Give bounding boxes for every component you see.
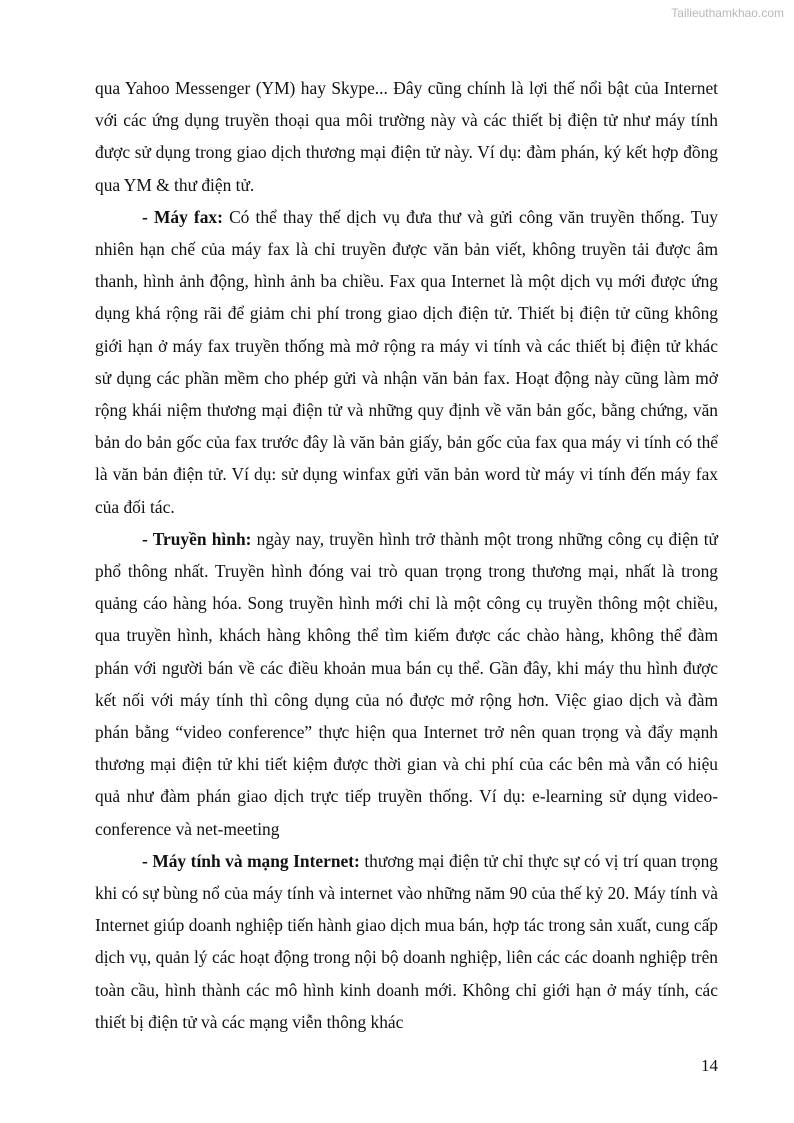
paragraph-lead: - Máy tính và mạng Internet: xyxy=(142,850,360,871)
paragraph-lead: - Truyền hình: xyxy=(142,528,252,549)
paragraph-text: ngày nay, truyền hình trở thành một trong những công cụ điện tử phổ thông nhất. Truyền hình đóng vai trò quan trọng trong thương mại, nhất là trong quảng cáo hàng hóa. Song truyền hình mới chỉ là một công cụ truyền thông một chiều, qua truyền hình, khách hàng không thể tìm kiếm được các chào hàng, không thể đàm phán với người bán về các điều khoản mua bán cụ thể. Gần đây, khi máy thu hình được kết nối với máy tính thì công dụng của nó được mở rộng hơn. Việc giao dịch và đàm phán bằng “video conference” thực hiện qua Internet trở nên quan trọng và đẩy mạnh thương mại điện tử khi tiết kiệm được thời gian và chi phí của các bên mà vẫn có hiệu quả như đàm phán giao dịch trực tiếp truyền thống. Ví dụ: e-learning sử dụng video-conference và net-meeting xyxy=(95,528,718,839)
paragraph-continuation xyxy=(95,72,718,201)
watermark: Tailieuthamkhao.com xyxy=(671,6,784,20)
document-body xyxy=(95,72,718,1038)
page-number: 14 xyxy=(701,1056,718,1075)
paragraph-computer-internet xyxy=(95,845,718,1038)
paragraph-fax xyxy=(95,201,718,523)
paragraph-television xyxy=(95,523,718,845)
paragraph-text: thương mại điện tử chỉ thực sự có vị trí quan trọng khi có sự bùng nổ của máy tính và internet vào những năm 90 của thế kỷ 20. Máy tính và Internet giúp doanh nghiệp tiến hành giao dịch mua bán, hợp tác trong sản xuất, cung cấp dịch vụ, quản lý các hoạt động trong nội bộ doanh nghiệp, liên các các doanh nghiệp trên toàn cầu, hình thành các mô hình kinh doanh mới. Không chỉ giới hạn ở máy tính, các thiết bị điện tử và các mạng viễn thông khác xyxy=(95,850,718,1032)
paragraph-text: Có thể thay thế dịch vụ đưa thư và gửi công văn truyền thống. Tuy nhiên hạn chế của máy fax là chỉ truyền được văn bản viết, không truyền tải được âm thanh, hình ảnh động, hình ảnh ba chiều. Fax qua Internet là một dịch vụ mới được ứng dụng khá rộng rãi để giảm chi phí trong giao dịch điện tử. Thiết bị điện tử cũng không giới hạn ở máy fax truyền thống mà mở rộng ra máy vi tính và các thiết bị điện tử khác sử dụng các phần mềm cho phép gửi và nhận văn bản fax. Hoạt động này cũng làm mở rộng khái niệm thương mại điện tử và những quy định về văn bản gốc, bằng chứng, văn bản do bản gốc của fax trước đây là văn bản giấy, bản gốc của fax qua máy vi tính có thể là văn bản điện tử. Ví dụ: sử dụng winfax gửi văn bản word từ máy vi tính đến máy fax của đối tác. xyxy=(95,206,718,517)
paragraph-lead: - Máy fax: xyxy=(142,206,223,227)
paragraph-text: qua Yahoo Messenger (YM) hay Skype... Đây cũng chính là lợi thế nổi bật của Internet với các ứng dụng truyền thoại qua môi trường này và các thiết bị điện tử như máy tính được sử dụng trong giao dịch thương mại điện tử này. Ví dụ: đàm phán, ký kết hợp đồng qua YM & thư điện tử. xyxy=(95,78,718,195)
